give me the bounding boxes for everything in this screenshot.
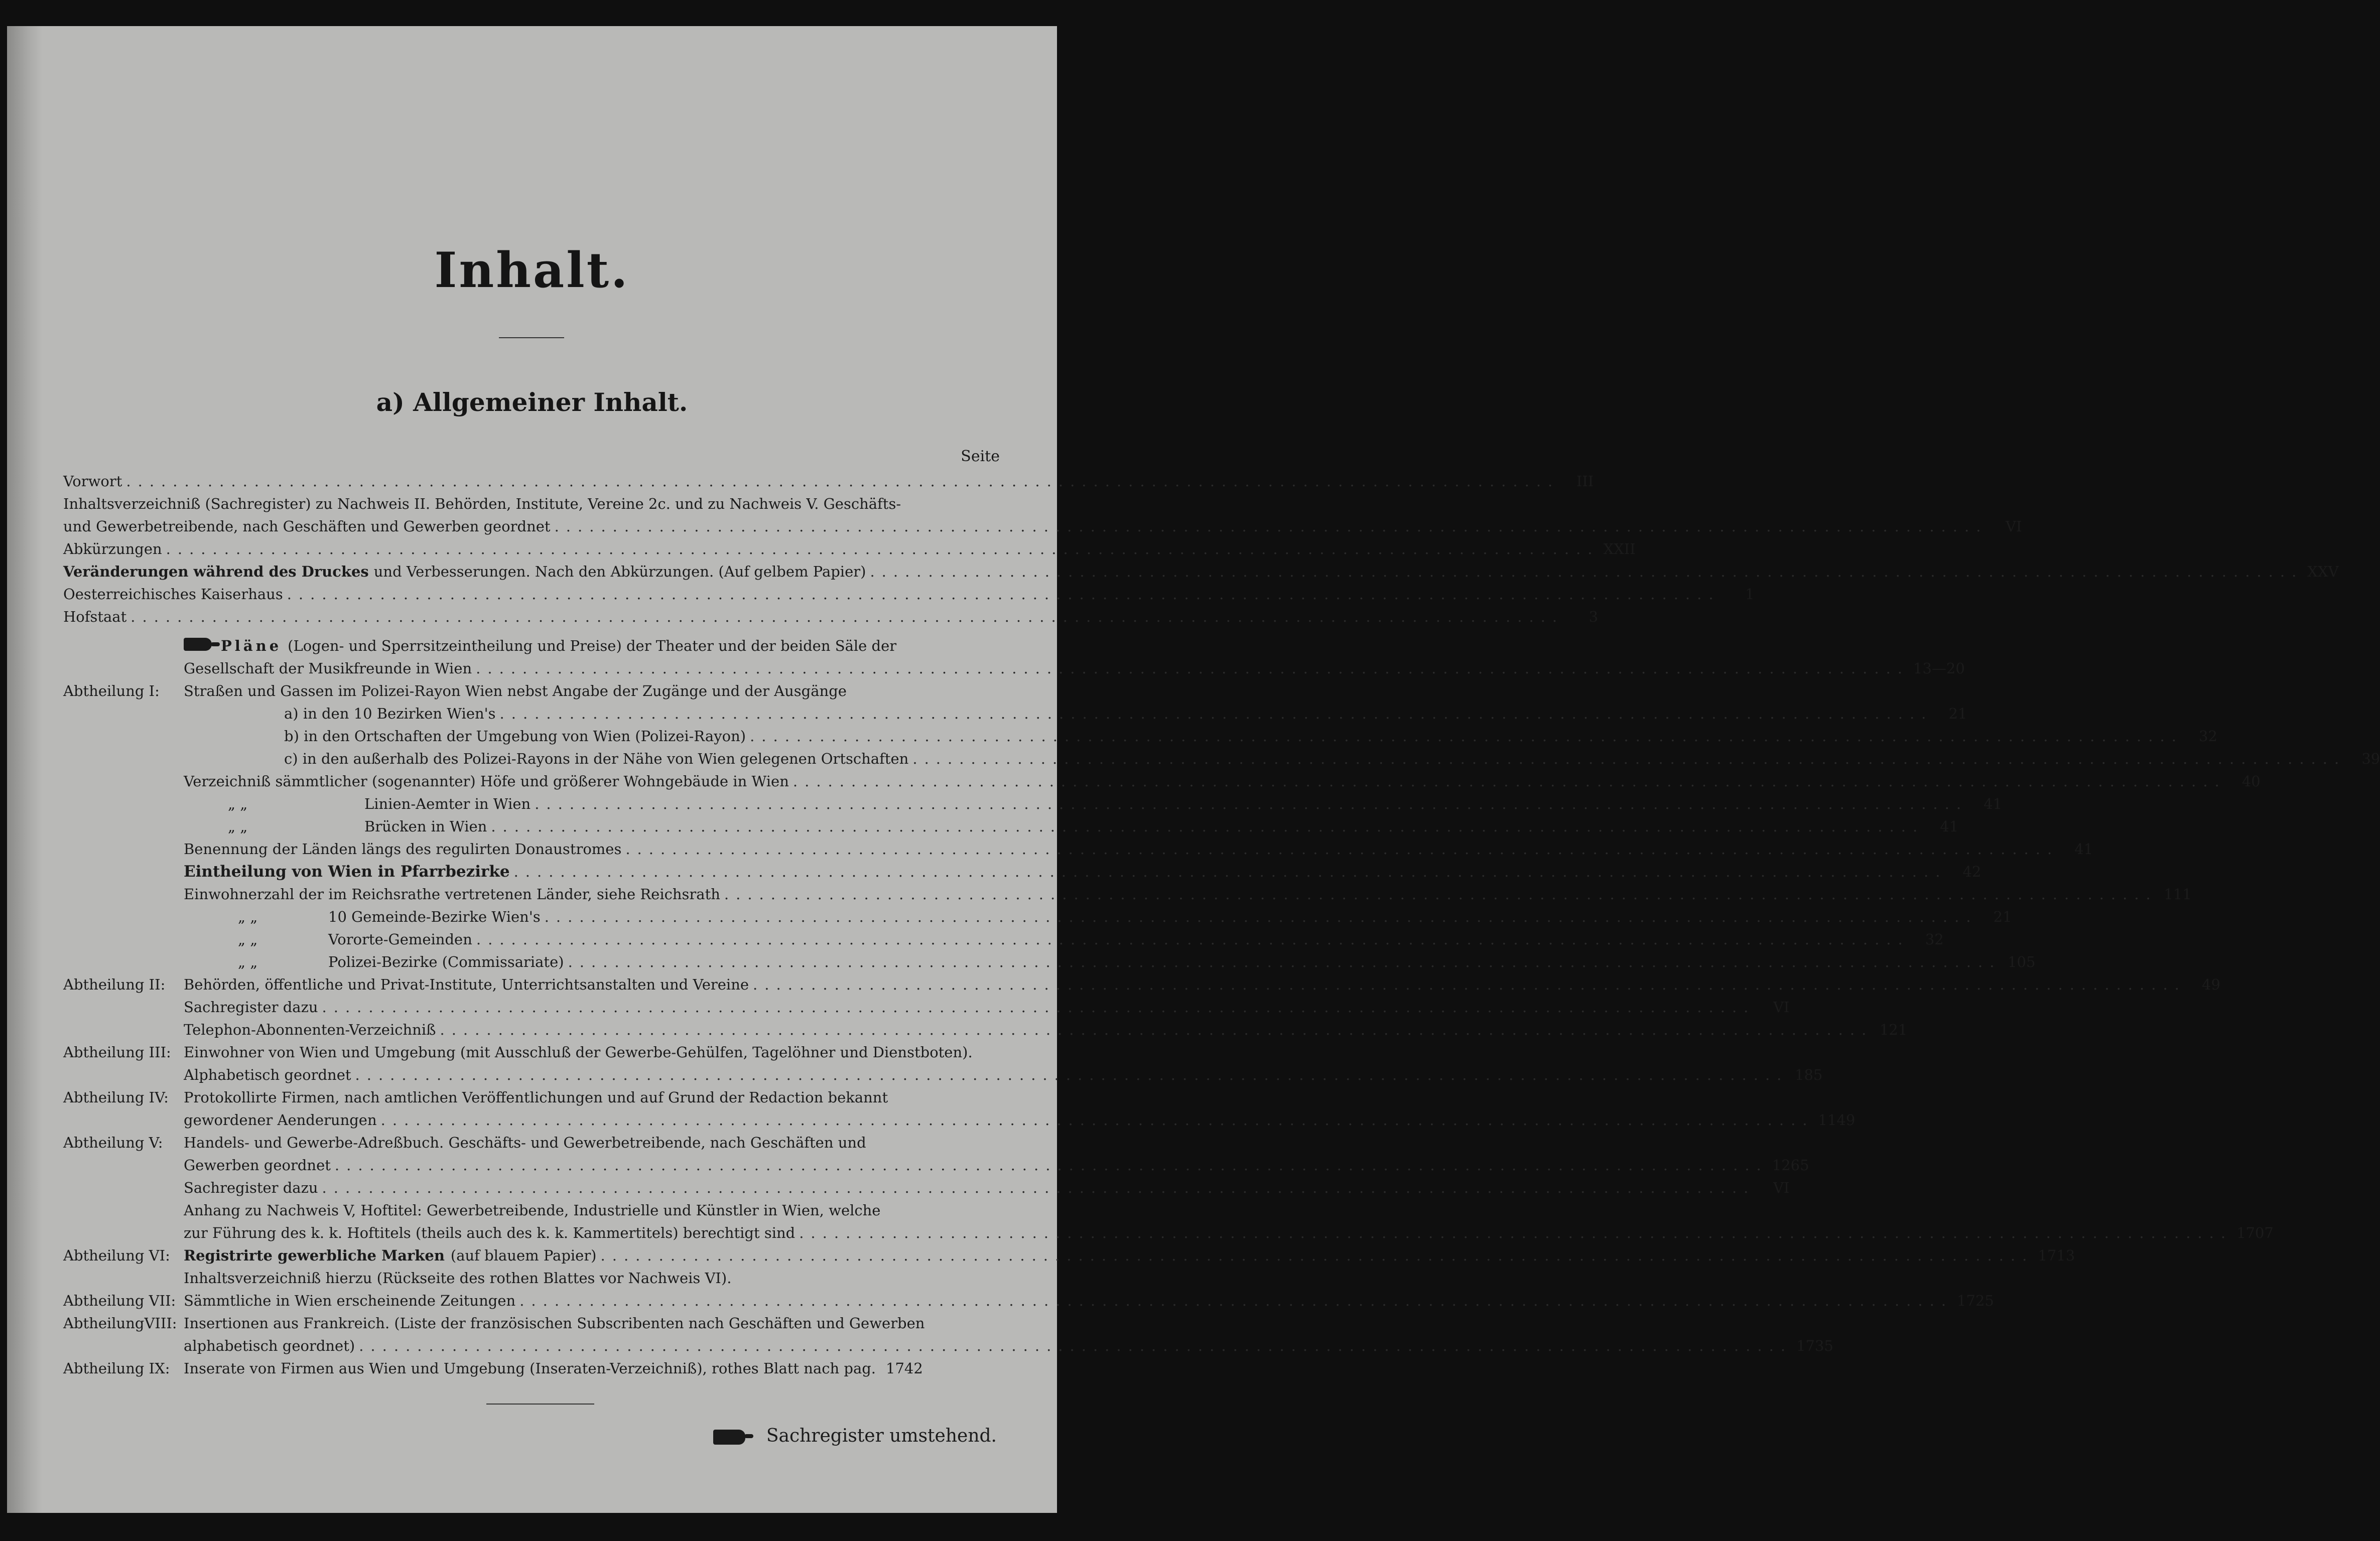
toc-entry: Gesellschaft der Musikfreunde in Wien ........................................................................................................................... 13—20 [184, 658, 1003, 679]
section-title: a) Allgemeiner Inhalt. [376, 387, 688, 417]
page-title: Inhalt. [434, 242, 630, 299]
ditto-mark: „ „ [238, 953, 258, 970]
leader-dots: ........................................................................................................................... [600, 1247, 2034, 1264]
toc-entry: a) in den 10 Bezirken Wien's ........................................................................................................................... 21 [284, 703, 1003, 724]
page-number: 1735 [1796, 1337, 1833, 1354]
leader-dots: ........................................................................................................................... [753, 976, 2186, 993]
section-label: Abtheilung III: [63, 1044, 171, 1061]
footer-rule [486, 1404, 594, 1405]
section-label: Abtheilung II: [63, 976, 166, 993]
toc-entry: Abkürzungen ........................................................................................................................... XXII [63, 538, 1003, 559]
page-number: 40 [2241, 773, 2261, 790]
toc-entry: alphabetisch geordnet) ........................................................................................................................... 1735 [184, 1335, 1003, 1356]
page-number: 32 [1925, 931, 1944, 948]
toc-entry: zur Führung des k. k. Hoftitels (theils auch des k. k. Kammertitels) berechtigt sind ........................................................................................................................... 1707 [184, 1222, 1003, 1243]
toc-entry: c) in den außerhalb des Polizei-Rayons in der Nähe von Wien gelegenen Ortschaften ........................................................................................................................... 39 [284, 748, 1003, 769]
toc-entry: Gewerben geordnet ........................................................................................................................... 1265 [184, 1155, 1003, 1176]
toc-entry: Vororte-Gemeinden ........................................................................................................................... 32 [328, 929, 1003, 950]
leader-dots: ........................................................................................................................... [499, 705, 1933, 722]
leader-dots: ........................................................................................................................... [322, 999, 1756, 1016]
section-label: Abtheilung V: [63, 1134, 163, 1151]
toc-entry: Telephon-Abonnenten-Verzeichniß ........................................................................................................................... 121 [184, 1019, 1003, 1040]
leader-dots: ........................................................................................................................... [359, 1337, 1793, 1354]
leader-dots: ........................................................................................................................... [322, 1179, 1756, 1196]
leader-dots: ........................................................................................................................... [724, 886, 2158, 903]
page-number: 1 [1745, 586, 1755, 603]
leader-dots: ........................................................................................................................... [130, 608, 1564, 625]
leader-dots: ........................................................................................................................... [491, 818, 1925, 835]
page-number: 1265 [1772, 1157, 1809, 1174]
page-number: 1725 [1957, 1292, 1994, 1309]
page-number: 42 [1962, 863, 1981, 880]
page-number: 32 [2199, 728, 2217, 745]
toc-entry: Registrirte gewerbliche Marken (auf blauem Papier) ........................................................................................................................... 1713 [184, 1245, 1003, 1266]
page-number: 41 [2074, 840, 2093, 858]
leader-dots: ........................................................................................................................... [126, 473, 1560, 490]
page-number: III [1576, 473, 1594, 490]
section-label: Abtheilung IV: [63, 1089, 169, 1106]
ditto-mark: „ „ [228, 818, 248, 835]
leader-dots: ........................................................................................................................... [355, 1066, 1789, 1083]
toc-entry: Eintheilung von Wien in Pfarrbezirke ........................................................................................................................... 42 [184, 861, 1003, 882]
page-number: 41 [1940, 818, 1959, 835]
leader-dots: ........................................................................................................................... [380, 1111, 1814, 1129]
page-number: 39 [2361, 750, 2380, 767]
page-number: 13—20 [1913, 660, 1965, 677]
toc-entry: 10 Gemeinde-Bezirke Wien's ........................................................................................................................... 21 [328, 906, 1003, 927]
leader-dots: ........................................................................................................................... [912, 750, 2346, 767]
page-column-header: Seite [961, 448, 1000, 465]
toc-entry: Oesterreichisches Kaiserhaus ........................................................................................................................... 1 [63, 584, 1003, 605]
toc-entry: Inhaltsverzeichniß (Sachregister) zu Nachweis II. Behörden, Institute, Vereine 2c. und zu Nachweis V. Geschäfts- [63, 495, 901, 512]
toc-entry: Pläne (Logen- und Sperrsitzeintheilung und Preise) der Theater und der beiden Säle der [184, 635, 1003, 656]
toc-entry: Straßen und Gassen im Polizei-Rayon Wien nebst Angabe der Zugänge und der Ausgänge [184, 682, 847, 699]
toc-entry: Protokollirte Firmen, nach amtlichen Veröffentlichungen und auf Grund der Redaction bekannt [184, 1089, 888, 1106]
page-number: 1713 [2038, 1247, 2075, 1264]
leader-dots: ........................................................................................................................... [799, 1224, 2233, 1241]
leader-dots: ........................................................................................................................... [870, 563, 2304, 580]
section-label: Abtheilung IX: [63, 1360, 170, 1377]
toc-entry: Sachregister dazu ........................................................................................................................... VI [184, 997, 1003, 1018]
toc-entry: Inhaltsverzeichniß hierzu (Rückseite des rothen Blattes vor Nachweis VI). [184, 1270, 732, 1287]
page-number: 21 [1993, 908, 2012, 925]
toc-entry: Einwohner von Wien und Umgebung (mit Ausschluß der Gewerbe-Gehülfen, Tagelöhner und Dienstboten). [184, 1044, 973, 1061]
toc-entry: b) in den Ortschaften der Umgebung von Wien (Polizei-Rayon) ........................................................................................................................... 32 [284, 726, 1003, 747]
page-number: 49 [2202, 976, 2220, 993]
toc-entry: Polizei-Bezirke (Commissariate) ........................................................................................................................... 105 [328, 951, 1003, 972]
leader-dots: ........................................................................................................................... [476, 931, 1910, 948]
toc-entry: Handels- und Gewerbe-Adreßbuch. Geschäfts- und Gewerbetreibende, nach Geschäften und [184, 1134, 866, 1151]
toc-entry: Inserate von Firmen aus Wien und Umgebung (Inseraten-Verzeichniß), rothes Blatt nach pag. 1742 [184, 1358, 1003, 1379]
footer-reference: Sachregister umstehend. [713, 1424, 997, 1449]
leader-dots: ........................................................................................................................... [440, 1021, 1874, 1038]
leader-dots: ........................................................................................................................... [544, 908, 1978, 925]
section-label: Abtheilung VI: [63, 1247, 170, 1264]
ditto-mark: „ „ [238, 931, 258, 948]
leader-dots: ........................................................................................................................... [476, 660, 1910, 677]
page-number: 3 [1589, 608, 1599, 625]
toc-entry: Brücken in Wien ........................................................................................................................... 41 [364, 816, 1003, 837]
pointing-hand-icon [184, 638, 212, 651]
page-number: VI [1773, 999, 1790, 1016]
toc-entry: Vorwort ........................................................................................................................... III [63, 471, 1003, 492]
table-of-contents [7, 26, 2380, 1513]
document-page [7, 26, 2380, 1513]
page-number: 1149 [1818, 1111, 1856, 1129]
ditto-mark: „ „ [228, 795, 248, 812]
page-number: 121 [1879, 1021, 1908, 1038]
toc-entry: Anhang zu Nachweis V, Hoftitel: Gewerbetreibende, Industrielle und Künstler in Wien, welche [184, 1202, 881, 1219]
leader-dots: ........................................................................................................................... [334, 1157, 1768, 1174]
toc-entry: und Gewerbetreibende, nach Geschäften und Gewerben geordnet ........................................................................................................................... VI [63, 516, 1003, 537]
page-number: 1742 [886, 1360, 923, 1377]
toc-entry: Verzeichniß sämmtlicher (sogenannter) Höfe und größerer Wohngebäude in Wien ........................................................................................................................... 40 [184, 771, 1003, 792]
leader-dots: ........................................................................................................................... [166, 540, 1600, 557]
toc-entry: Einwohnerzahl der im Reichsrathe vertretenen Länder, siehe Reichsrath ........................................................................................................................... 111 [184, 884, 1003, 905]
leader-dots: ........................................................................................................................... [554, 518, 1988, 535]
toc-entry: Sämmtliche in Wien erscheinende Zeitungen ........................................................................................................................... 1725 [184, 1290, 1003, 1311]
page-number: XXV [2307, 563, 2339, 580]
leader-dots: ........................................................................................................................... [535, 795, 1968, 812]
page-number: 105 [2008, 953, 2036, 970]
toc-entry: Benennung der Länden längs des regulirten Donaustromes ........................................................................................................................... 41 [184, 838, 1003, 860]
toc-entry: Insertionen aus Frankreich. (Liste der französischen Subscribenten nach Geschäften und Gewerben [184, 1315, 925, 1332]
section-label: Abtheilung I: [63, 682, 160, 699]
page-number: VI [2006, 518, 2022, 535]
leader-dots: ........................................................................................................................... [568, 953, 2002, 970]
page-number: 1707 [2236, 1224, 2274, 1241]
leader-dots: ........................................................................................................................... [792, 773, 2226, 790]
leader-dots: ........................................................................................................................... [513, 863, 1947, 880]
toc-entry: Hofstaat ........................................................................................................................... 3 [63, 606, 1003, 627]
leader-dots: ........................................................................................................................... [287, 586, 1721, 603]
page-number: 21 [1948, 705, 1967, 722]
pointing-hand-icon [713, 1430, 745, 1445]
page-number: XXII [1603, 540, 1636, 557]
leader-dots: ........................................................................................................................... [625, 840, 2059, 858]
toc-entry: Sachregister dazu ........................................................................................................................... VI [184, 1177, 1003, 1198]
section-label: AbtheilungVIII: [63, 1315, 177, 1332]
toc-entry: Alphabetisch geordnet ........................................................................................................................... 185 [184, 1064, 1003, 1085]
toc-entry: Behörden, öffentliche und Privat-Institute, Unterrichtsanstalten und Vereine ........................................................................................................................... 49 [184, 974, 1003, 995]
page-number: VI [1773, 1179, 1790, 1196]
page-number: 185 [1795, 1066, 1823, 1083]
toc-entry: gewordener Aenderungen ........................................................................................................................... 1149 [184, 1109, 1003, 1131]
ditto-mark: „ „ [238, 908, 258, 925]
page-number: 41 [1984, 795, 2003, 812]
leader-dots: ........................................................................................................................... [519, 1292, 1953, 1309]
toc-entry: Linien-Aemter in Wien ........................................................................................................................... 41 [364, 793, 1003, 814]
section-label: Abtheilung VII: [63, 1292, 176, 1309]
toc-entry: Veränderungen während des Druckes und Verbesserungen. Nach den Abkürzungen. (Auf gelbem Papier) ........................................................................................................................... XXV [63, 561, 1003, 582]
page-number: 111 [2164, 886, 2192, 903]
leader-dots: ........................................................................................................................... [750, 728, 2183, 745]
